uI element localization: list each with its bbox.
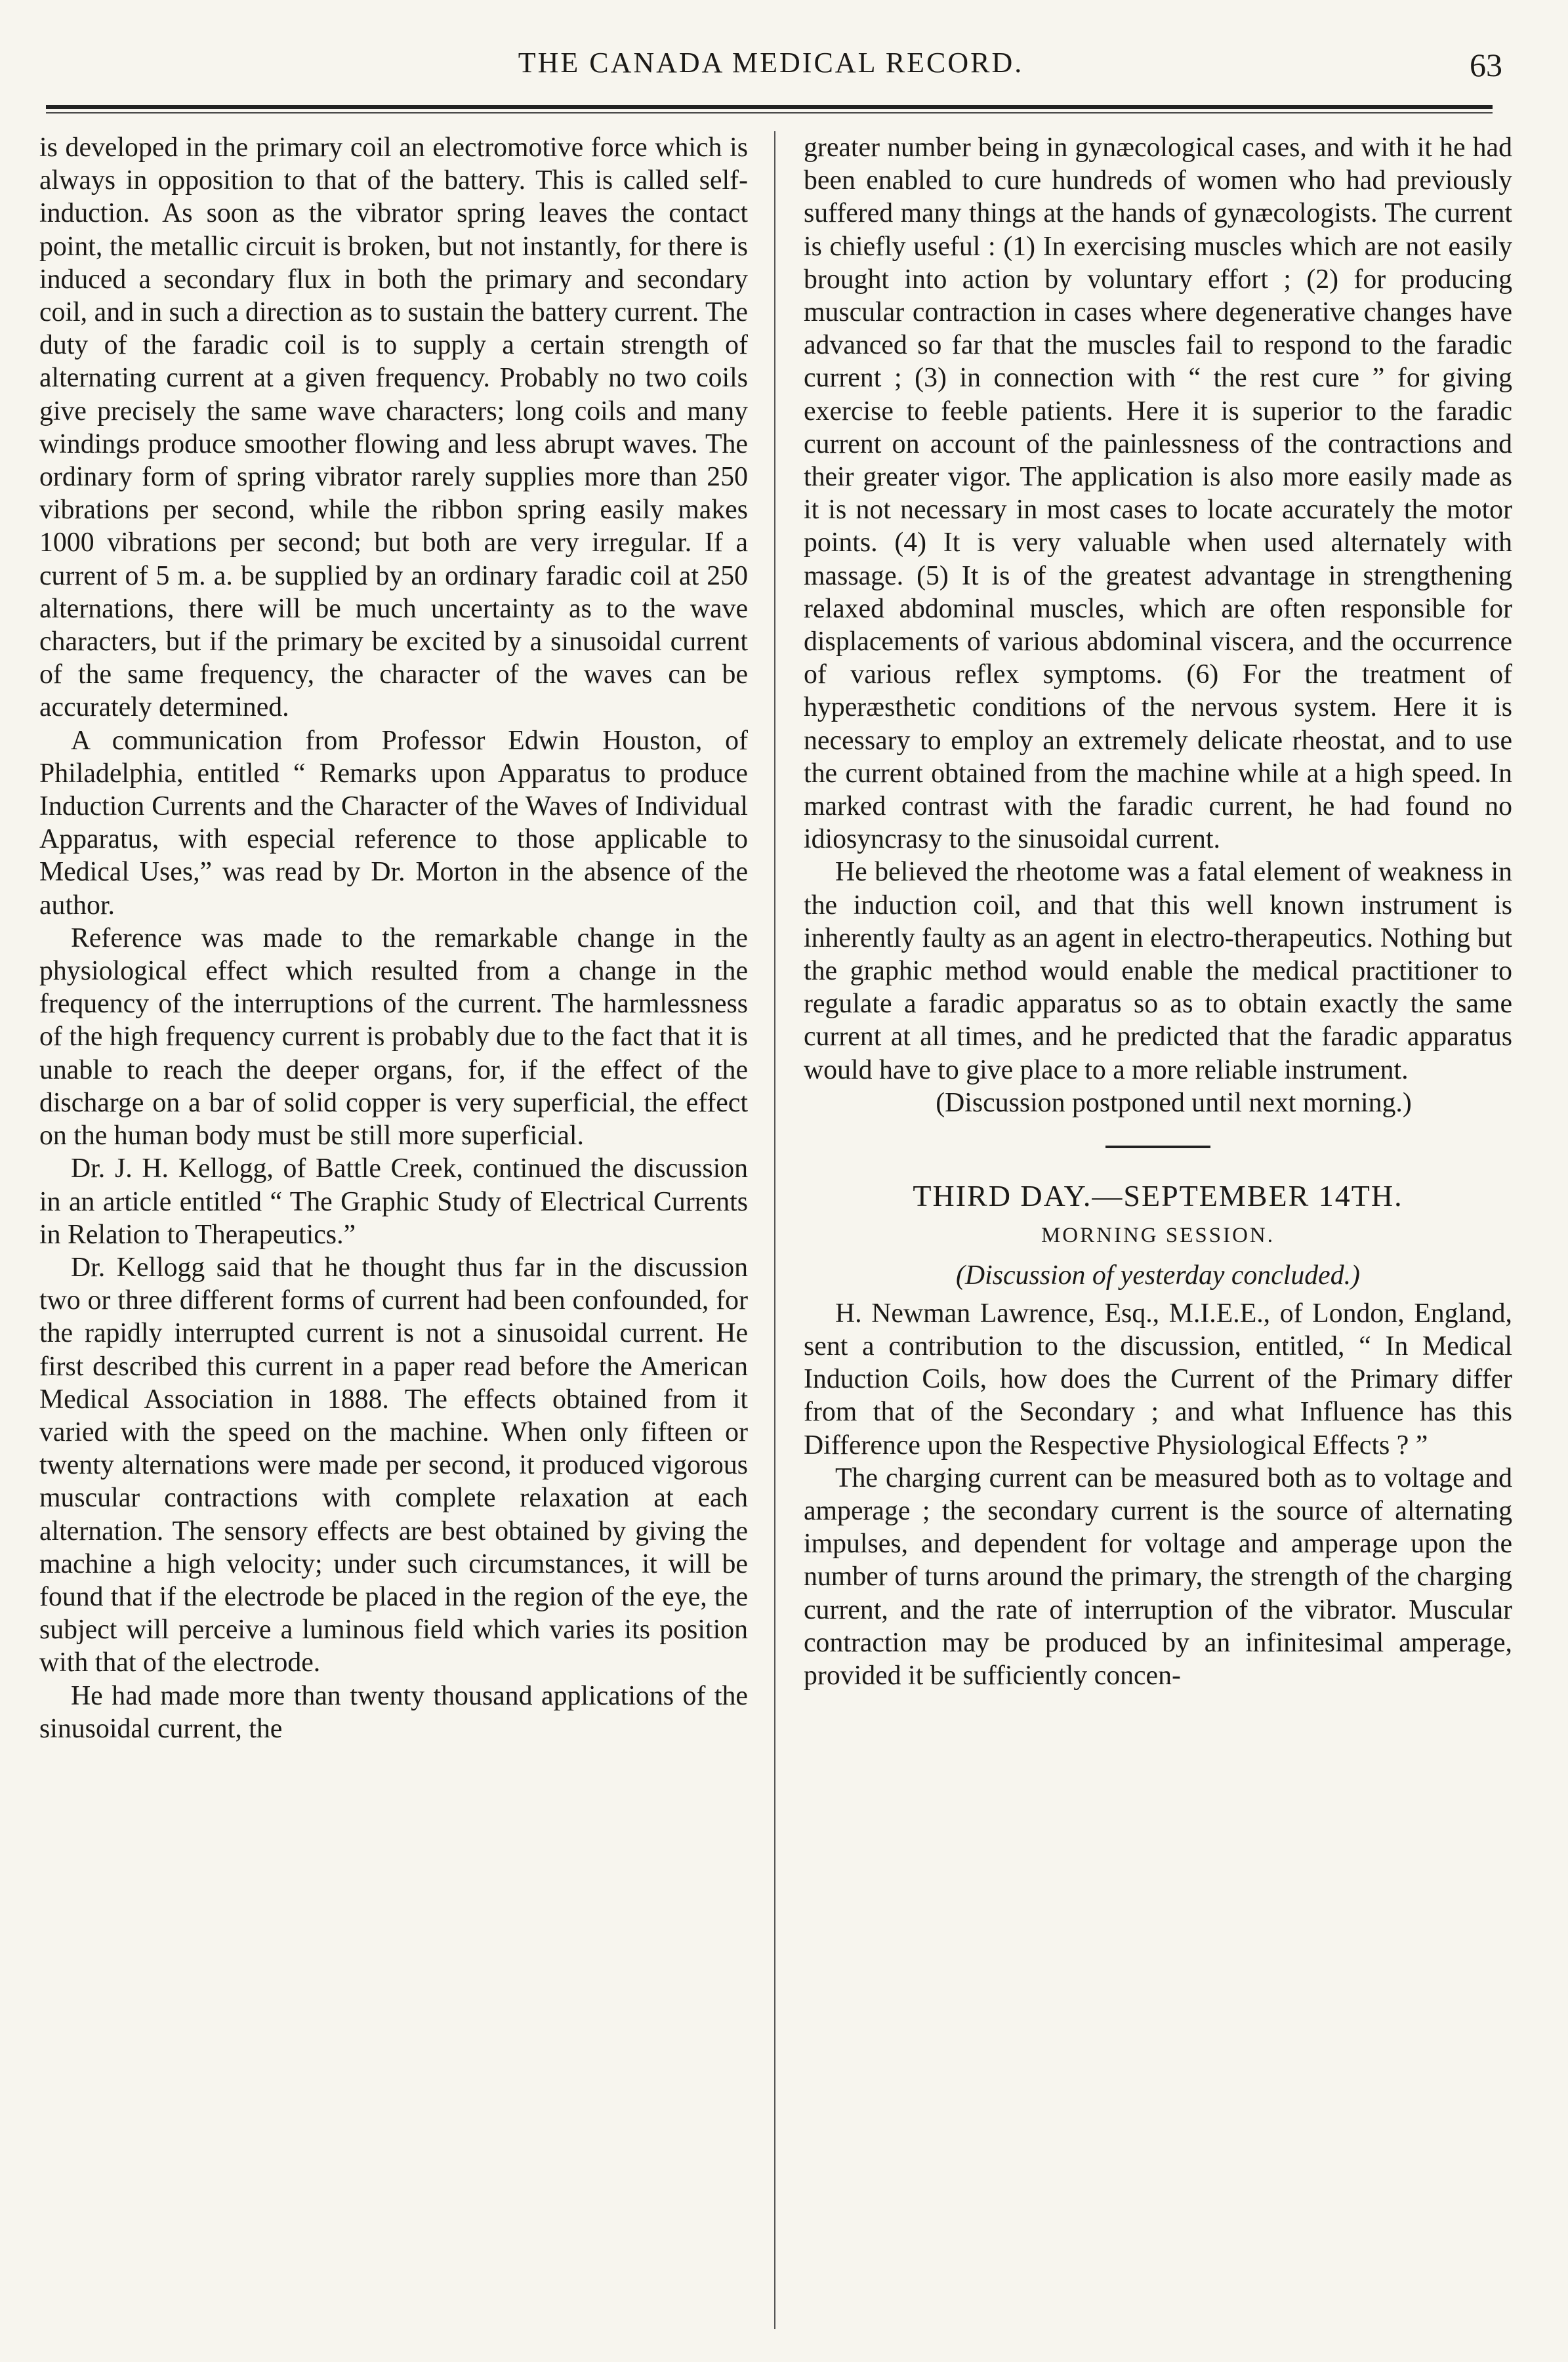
right-paragraph-3: H. Newman Lawrence, Esq., M.I.E.E., of London, England, sent a contribution to the discussion, entitled, “ In Medical Induction Coils, how does the Current of the Primary differ from that of the Secondary ; and what Influence has this Difference upon the Respective Physiological Effects ? ”	[804, 1298, 1512, 1461]
left-paragraph-4: Dr. J. H. Kellogg, of Battle Creek, continued the discussion in an article entitled “ The Graphic Study of Electrical Currents in Relation to Therapeutics.”	[39, 1153, 748, 1250]
right-paragraph-2: He believed the rheotome was a fatal element of weakness in the induction coil, and that this well known instrument is inherently faulty as an agent in electro-therapeutics. Nothing but the graphic method would enable the medical practitioner to regulate a faradic apparatus so as to obtain exactly the same current at all times, and he predicted that the faradic apparatus would have to give place to a more reliable instrument.	[804, 857, 1512, 1085]
header-rule-thin	[46, 112, 1493, 114]
header-rule-thick	[46, 105, 1493, 109]
discussion-postponed-note: (Discussion postponed until next morning.)	[936, 1087, 1412, 1118]
page-header	[39, 46, 1502, 98]
section-subtitle: MORNING SESSION.	[1041, 1224, 1275, 1248]
right-paragraph-4: The charging current can be measured both as to voltage and amperage ; the secondary current is the source of alternating impulses, and dependent for voltage and amperage upon the number of turns around the primary, the strength of the charging current, and the rate of interruption of the vibrator. Muscular contraction may be produced by an infinitesimal amperage, provided it be sufficiently concen-	[804, 1462, 1512, 1691]
page-number: 63	[1470, 47, 1502, 83]
left-paragraph-6: He had made more than twenty thousand applications of the sinusoidal current, the	[39, 1680, 748, 1744]
left-paragraph-5: Dr. Kellogg said that he thought thus far in the discussion two or three different forms of current had been confounded, for the rapidly interrupted current is not a sinusoidal current. He first described this current in a paper read before the American Medical Association in 1888. The effects obtained from it varied with the speed on the machine. When only fifteen or twenty alternations were made per second, it produced vigorous muscular contractions with complete relaxation at each alternation. The sensory effects are best obtained by giving the machine a high velocity; under such circumstances, it will be found that if the electrode be placed in the region of the eye, the subject will perceive a luminous field which varies its position with that of the electrode.	[39, 1252, 748, 1678]
section-title: THIRD DAY.—SEPTEMBER 14TH.	[913, 1179, 1403, 1213]
column-divider	[774, 131, 775, 2329]
right-paragraph-1: greater number being in gynæcological cases, and with it he had been enabled to cure hundreds of women who had previously suffered many things at the hands of gynæcologists. The current is chiefly useful : (1) In exercising muscles which are not easily brought into action by voluntary effort ; (2) for producing muscular contraction in cases where degenerative changes have advanced so far that the muscles fail to respond to the faradic current ; (3) in connection with “ the rest cure ” for giving exercise to feeble patients. Here it is superior to the faradic current on account of the painlessness of the contractions and their greater vigor. The application is also more easily made as it is not necessary in most cases to locate accurately the motor points. (4) It is very valuable when used alternately with massage. (5) It is of the greatest advantage in strengthening relaxed abdominal muscles, which are often responsible for displacements of various abdominal viscera, and the occurrence of various reflex symptoms. (6) For the treatment of hyperæsthetic conditions of the nervous system. Here it is necessary to employ an extremely delicate rheostat, and to use the current obtained from the machine while at a high speed. In marked contrast with the faradic current, he had found no idiosyncrasy to the sinusoidal current.	[804, 133, 1512, 855]
section-note: (Discussion of yesterday concluded.)	[956, 1260, 1360, 1291]
left-column	[39, 131, 748, 2336]
left-paragraph-2: A communication from Professor Edwin Houston, of Philadelphia, entitled “ Remarks upon Apparatus to produce Induction Currents and the Character of the Waves of Individual Apparatus, with especial reference to those applicable to Medical Uses,” was read by Dr. Morton in the absence of the author.	[39, 725, 748, 921]
left-paragraph-3: Reference was made to the remarkable change in the physiological effect which resulted from a change in the frequency of the interruptions of the current. The harmlessness of the high frequency current is probably due to the fact that it is unable to reach the deeper organs, for, if the effect of the discharge on a bar of solid copper is very superficial, the effect on the human body must be still more superficial.	[39, 922, 748, 1151]
running-head: THE CANADA MEDICAL RECORD.	[518, 47, 1024, 79]
section-separator-rule	[1105, 1146, 1210, 1148]
left-paragraph-1: is developed in the primary coil an electromotive force which is always in opposition to that of the battery. This is called self-induction. As soon as the vibrator spring leaves the contact point, the metallic circuit is broken, but not instantly, for there is induced a secondary flux in both the primary and secondary coil, and in such a direction as to sustain the battery current. The duty of the faradic coil is to supply a certain strength of alternating current at a given frequency. Probably no two coils give precisely the same wave characters; long coils and many windings produce smoother flowing and less abrupt waves. The ordinary form of spring vibrator rarely supplies more than 250 vibrations per second, while the ribbon spring easily makes 1000 vibrations per second; but both are very irregular. If a current of 5 m. a. be supplied by an ordinary faradic coil at 250 alternations, there will be much uncertainty as to the wave characters, but if the primary be excited by a sinusoidal current of the same frequency, the character of the waves can be accurately determined.	[39, 133, 748, 723]
right-column	[804, 131, 1512, 2336]
